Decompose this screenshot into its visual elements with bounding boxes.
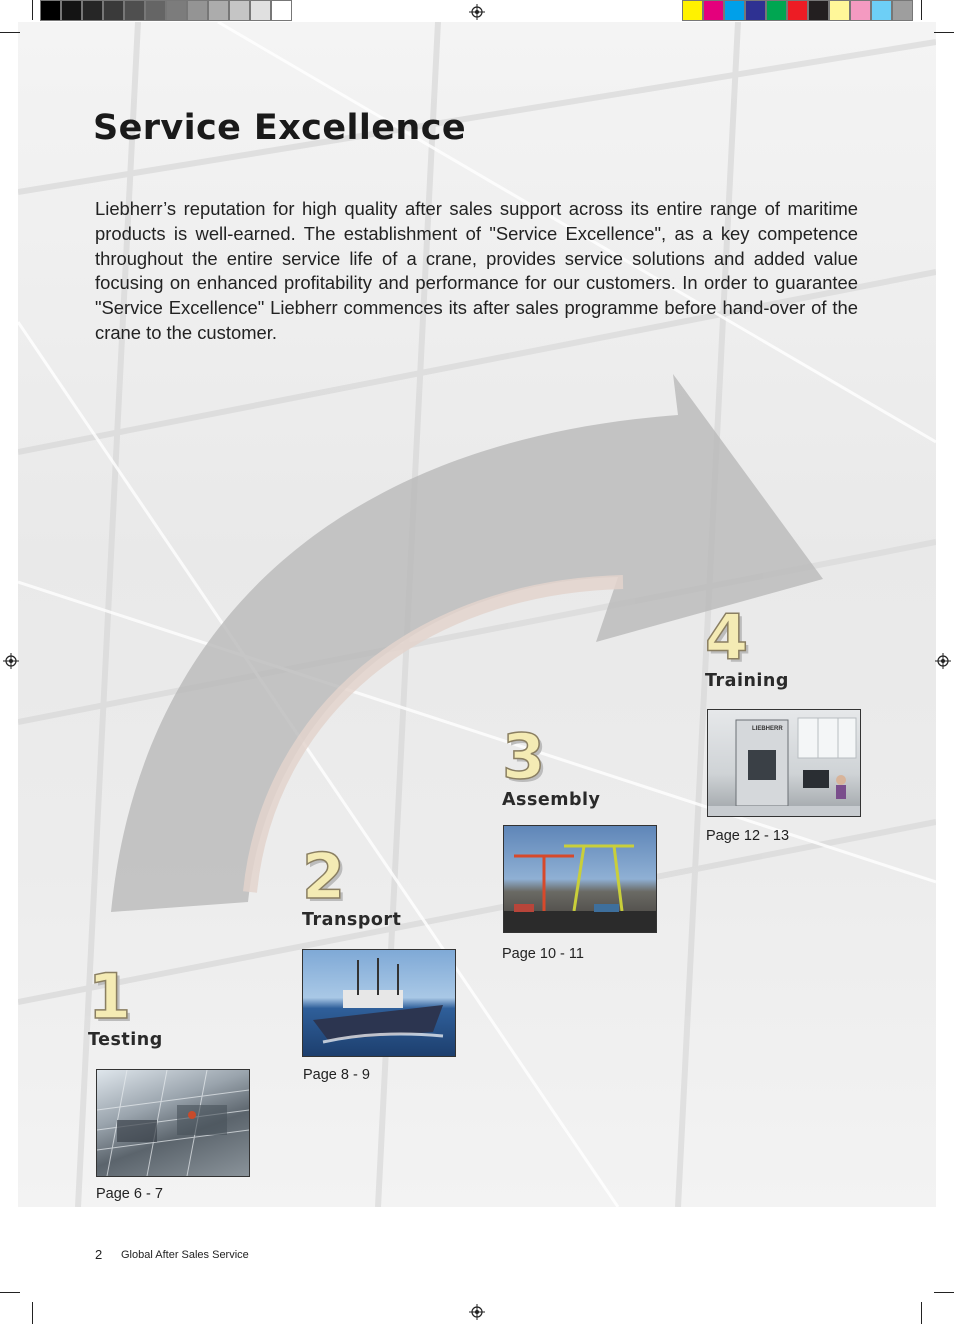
crop-mark [32,0,33,20]
step-label: Training [705,671,789,691]
crop-mark [32,1302,33,1324]
color-swatch-bar [682,0,913,21]
page-title: Service Excellence [93,108,466,148]
transport-page-ref: Page 8 - 9 [303,1067,370,1083]
step-assembly [502,720,601,810]
svg-text:LIEBHERR: LIEBHERR [752,726,783,732]
registration-mark-icon [935,653,951,669]
step-label: Testing [88,1030,163,1050]
assembly-page-ref: Page 10 - 11 [502,946,584,962]
testing-photo [96,1069,250,1177]
step-transport [302,840,402,930]
grayscale-swatch-bar [40,0,292,21]
registration-mark-icon [3,653,19,669]
crop-mark [934,1292,954,1293]
training-page-ref: Page 12 - 13 [706,828,790,844]
step-number: 3 [502,720,546,793]
registration-mark-icon [469,1304,485,1320]
step-number: 2 [302,840,346,913]
crop-mark [934,32,954,33]
step-number: 4 [705,601,749,674]
testing-page-ref: Page 6 - 7 [96,1186,163,1202]
transport-photo [302,949,456,1057]
step-testing [88,960,163,1050]
crop-mark [921,0,922,20]
crop-mark [921,1302,922,1324]
assembly-photo [503,825,657,933]
crop-mark [0,1292,20,1293]
intro-paragraph: Liebherr’s reputation for high quality after sales support across its entire range of maritime products is well-earned. The establishment of "Service Excellence", as a key competence throughout the entire service life of a crane, provides service solutions and added value focusing on enhanced profitability and performance for our customers. In order to guarantee "Service Excellence" Liebherr commences its after sales programme before hand-over of the crane to the customer. [95,198,858,343]
footer-page-number: 2 [95,1247,103,1262]
step-label: Transport [302,910,402,930]
step-training [705,601,789,691]
registration-mark-icon [469,4,485,20]
footer-text: Global After Sales Service [121,1249,249,1261]
step-number: 1 [88,960,132,1033]
step-label: Assembly [502,790,601,810]
crop-mark [0,32,20,33]
training-photo [707,709,861,817]
